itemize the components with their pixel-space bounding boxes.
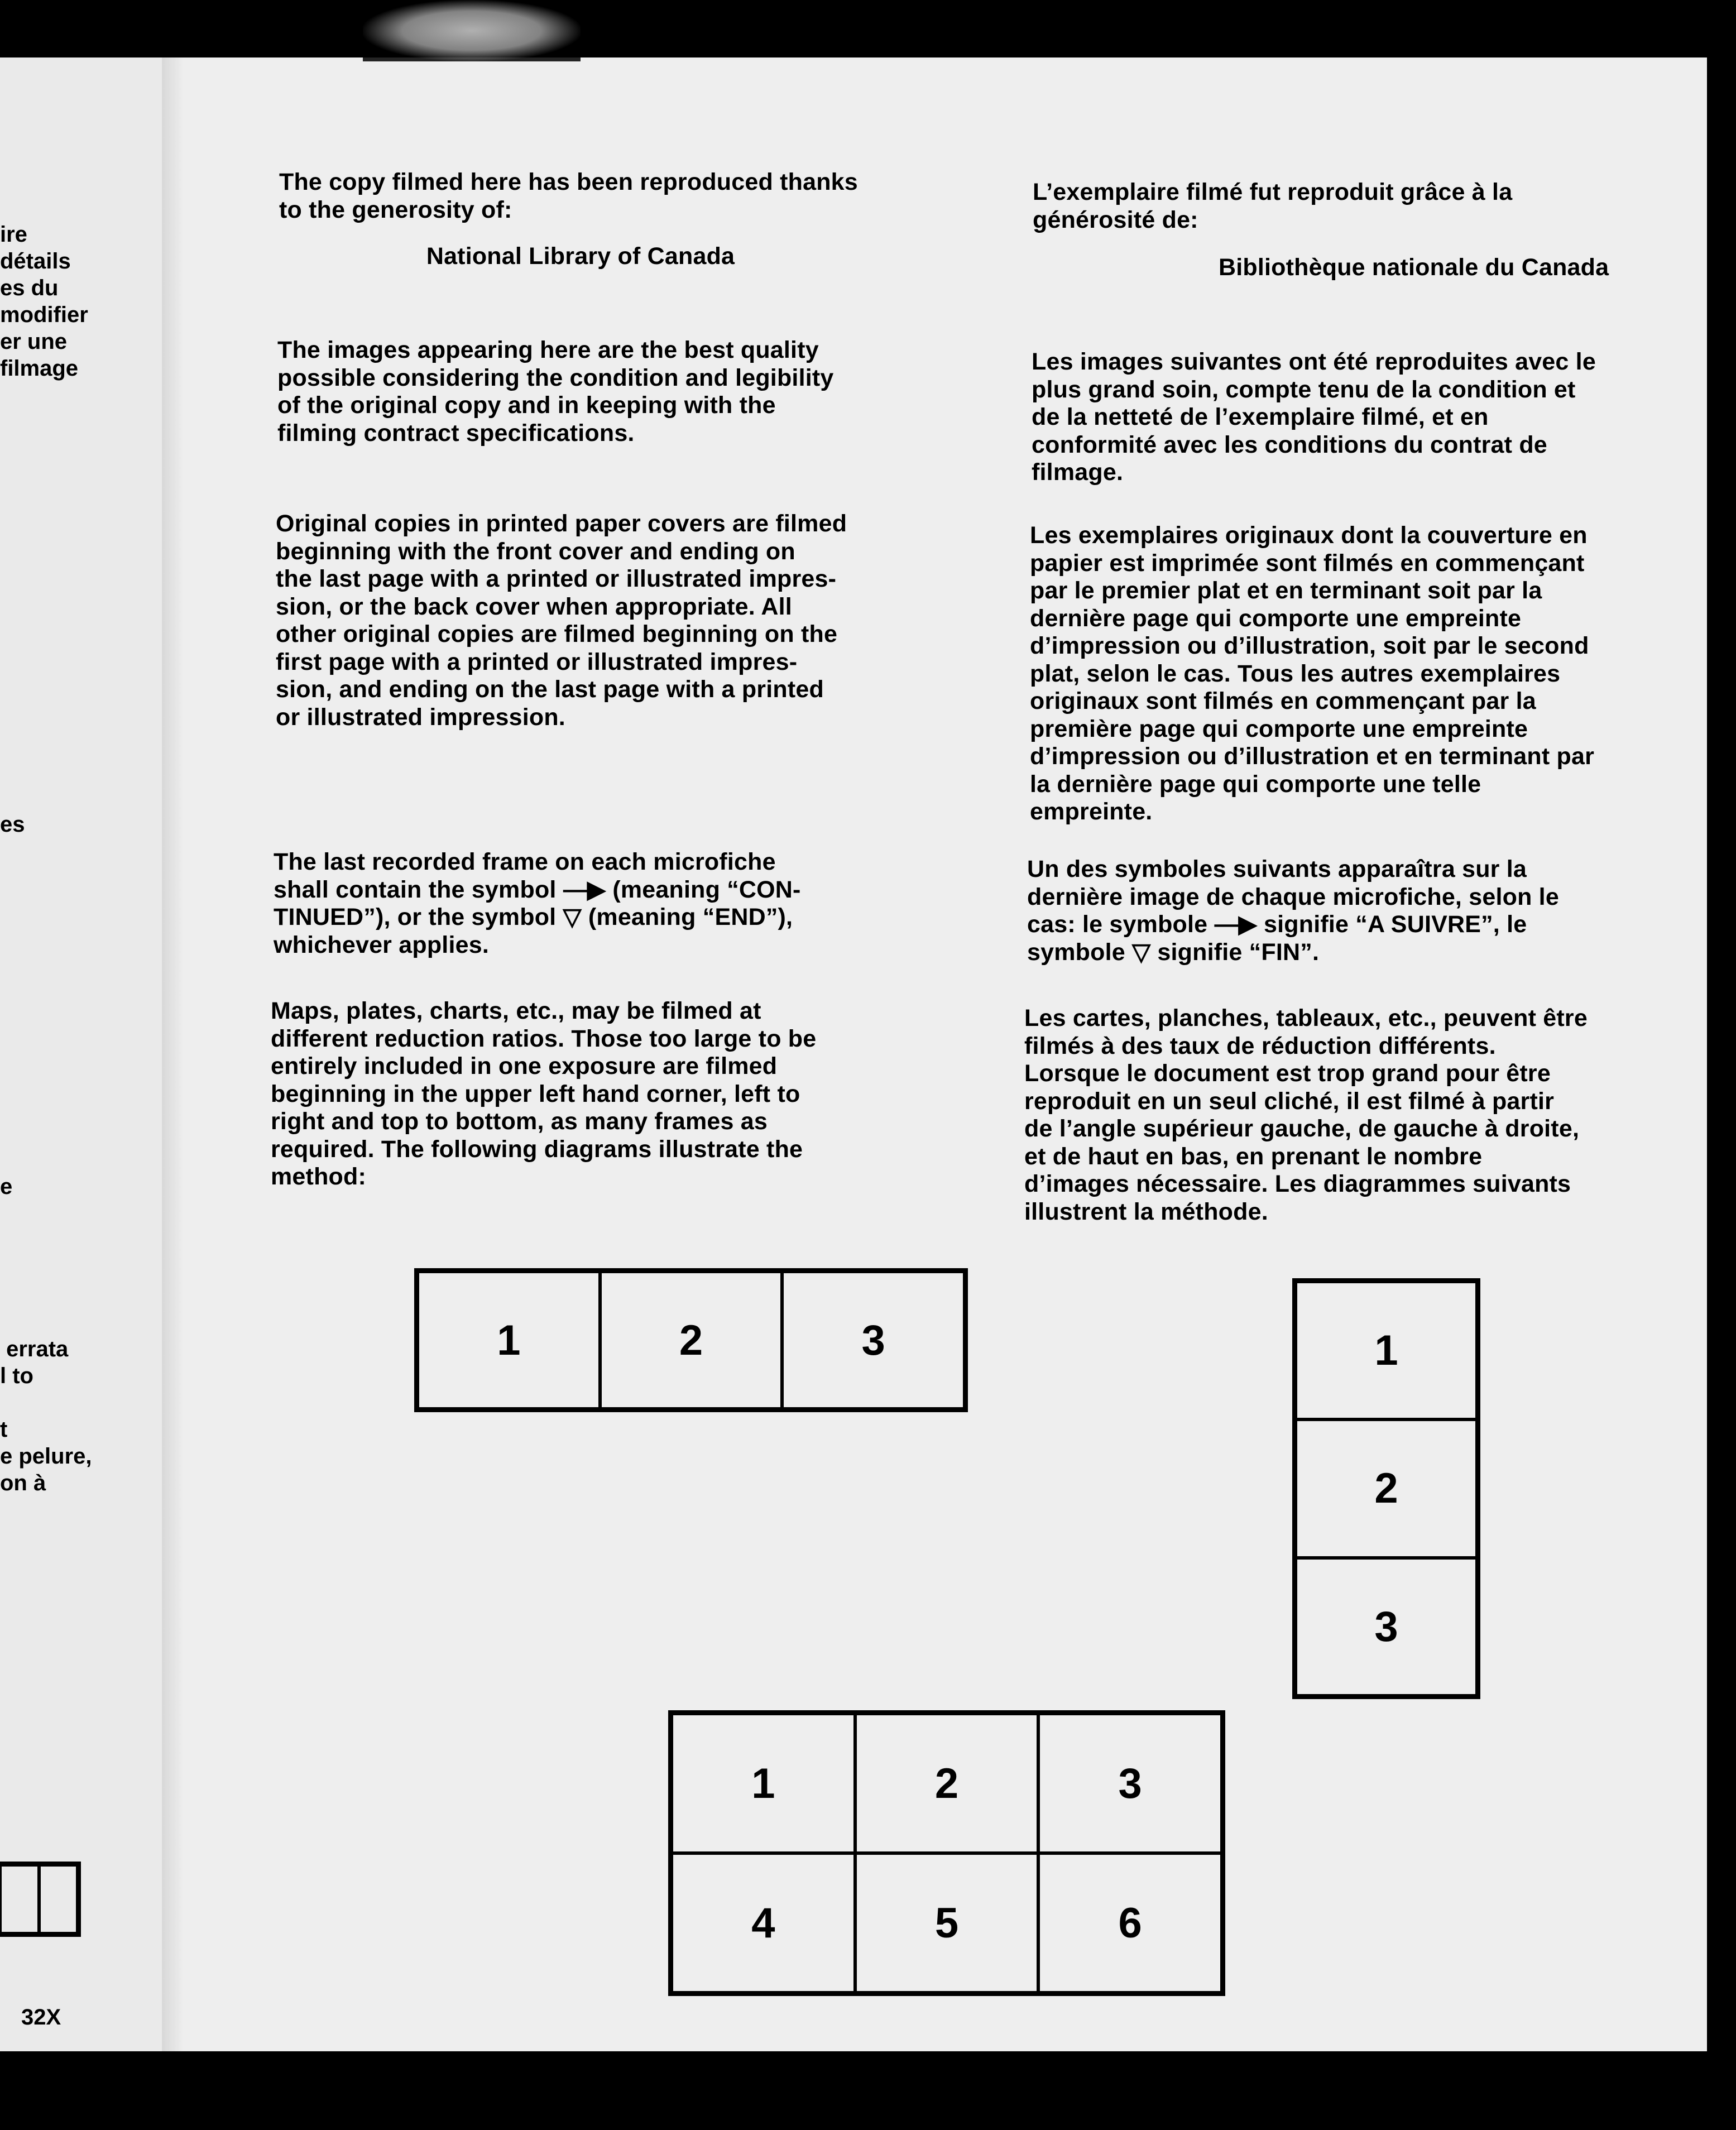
en-symbols-paragraph: The last recorded frame on each microfiche shall contain the symbol —▶ (meaning “CON- TINUED”), or the symbol ▽ (meaning “END”), whichever applies. [274,848,801,958]
en-library-name: National Library of Canada [426,243,735,270]
en-covers-paragraph: Original copies in printed paper covers are filmed beginning with the front cover and ending on the last page with a printed or illustrated impres- sion, or the back cover when appropriate. All other original copies are filmed beginning on the first page with a printed or illustrated impres- sion, and ending on the last page with a printed or illustrated impression. [276,510,847,731]
fr-library-name: Bibliothèque nationale du Canada [1219,254,1609,281]
frame-cell: 6 [1038,1853,1222,1993]
frame-cell: 2 [600,1272,783,1409]
fr-maps-paragraph: Les cartes, planches, tableaux, etc., peuvent être filmés à des taux de réduction différents. Lorsque le document est trop grand pour être reproduit en un seul cliché, il est filmé à partir de l’angle supérieur gauche, de gauche à droite, et de haut en bas, en prenant le nombre d’images nécessaire. Les diagrammes suivants illustrent la méthode. [1024,1005,1588,1225]
diagram-three-across [414,1268,968,1412]
frame-cell: 1 [418,1272,600,1409]
diagram-three-down [1292,1278,1480,1699]
right-dark-border [1707,0,1736,2130]
frame-cell: 1 [1296,1282,1477,1419]
frame-cell: 1 [672,1714,855,1853]
frame-cell: 3 [1038,1714,1222,1853]
fr-intro: L’exemplaire filmé fut reproduit grâce à la générosité de: [1033,179,1513,233]
previous-page [0,57,180,2051]
fr-covers-paragraph: Les exemplaires originaux dont la couverture en papier est imprimée sont filmés en commençant par le premier plat et en terminant soit par la dernière page qui comporte une empreinte d’impression ou d’illustration, soit par le second plat, selon le cas. Tous les autres exemplaires originaux sont filmés en commençant par la première page qui comporte une empreinte d’impression ou d’illustration et en terminant par la dernière page qui comporte une telle empreinte. [1030,522,1595,825]
resolution-box [0,1865,39,1934]
left-fragment-text-1: ire détails es du modifier er une filmage [0,222,88,381]
frame-cell: 2 [1296,1419,1477,1557]
left-fragment-text-2: es [0,812,25,837]
scan-blemish [363,0,581,61]
en-quality-paragraph: The images appearing here are the best quality possible considering the condition and legibility of the original copy and in keeping with the filming contract specifications. [277,337,834,447]
en-intro: The copy filmed here has been reproduced thanks to the generosity of: [279,169,858,223]
diagram-six-grid [668,1710,1225,1996]
en-maps-paragraph: Maps, plates, charts, etc., may be filmed at different reduction ratios. Those too large to be entirely included in one exposure are filmed beginning in the upper left hand corner, left to right and top to bottom, as many frames as required. The following diagrams illustrate the method: [271,997,817,1190]
frame-cell: 4 [672,1853,855,1993]
left-fragment-text-4: errata l to t e pelure, on à [0,1337,92,1495]
resolution-box [39,1865,78,1934]
frame-cell: 3 [1296,1558,1477,1696]
resolution-label-32x: 32X [21,2005,61,2030]
frame-cell: 5 [855,1853,1039,1993]
resolution-target-boxes [0,1862,81,1937]
fr-quality-paragraph: Les images suivantes ont été reproduites avec le plus grand soin, compte tenu de la condition et de la netteté de l’exemplaire filmé, et en conformité avec les conditions du contrat de filmage. [1032,348,1596,486]
frame-cell: 2 [855,1714,1039,1853]
page-fold-shadow [162,57,183,2051]
left-fragment-text-3: e [0,1174,13,1199]
frame-cell: 3 [782,1272,965,1409]
fr-symbols-paragraph: Un des symboles suivants apparaîtra sur la dernière image de chaque microfiche, selon le cas: le symbole —▶ signifie “A SUIVRE”, le symbole ▽ signifie “FIN”. [1027,856,1559,966]
